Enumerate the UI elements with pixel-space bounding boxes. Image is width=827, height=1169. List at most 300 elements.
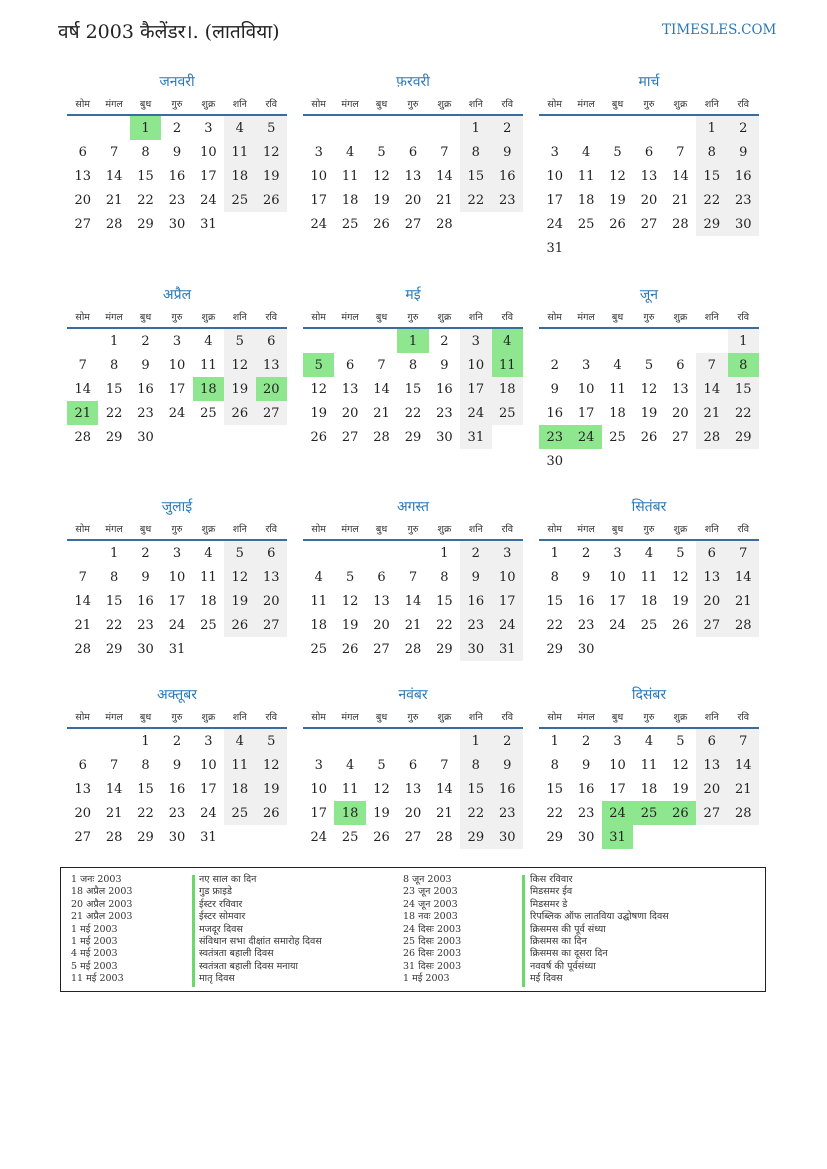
- holiday-name: क्रिसमस का दूसरा दिन: [530, 948, 608, 960]
- day-cell: 16: [460, 589, 491, 613]
- day-cell: 21: [728, 777, 759, 801]
- day-cell: 24: [460, 401, 491, 425]
- weekday-header: बुध: [602, 705, 633, 728]
- holiday-name: किस रविवार: [530, 874, 573, 885]
- weekday-header: सोम: [303, 305, 334, 328]
- day-cell: 17: [609, 781, 626, 797]
- holiday-date: 25 दिसः 2003: [403, 936, 462, 948]
- day-cell: 20: [74, 805, 91, 821]
- weekday-header: सोम: [539, 92, 570, 115]
- day-cell: 25: [310, 641, 327, 657]
- day-cell: 10: [310, 168, 327, 184]
- day-cell: 6: [644, 144, 654, 160]
- holiday-date: 1 जनः 2003: [71, 874, 122, 885]
- day-cell: 8: [696, 140, 727, 164]
- day-cell: 13: [341, 381, 359, 397]
- holiday-date: 1 मई 2003: [403, 973, 450, 985]
- month-table: [539, 92, 759, 260]
- day-cell: 26: [224, 401, 255, 425]
- holiday-name: मई दिवस: [530, 973, 563, 985]
- weekday-header: सोम: [539, 705, 570, 728]
- day-cell: 27: [696, 613, 727, 637]
- weekday-header: शनि: [460, 92, 491, 115]
- day-cell: 11: [492, 353, 523, 377]
- empty-cell: [696, 449, 727, 473]
- weekday-header: गुरु: [633, 705, 664, 728]
- weekday-header: मंगल: [570, 517, 601, 540]
- day-cell: 25: [341, 829, 359, 845]
- day-cell: 14: [74, 381, 91, 397]
- day-cell: 22: [460, 801, 491, 825]
- weekday-header: रवि: [256, 517, 287, 540]
- day-cell: 9: [550, 381, 559, 397]
- holiday-marker-left: [192, 875, 195, 987]
- day-cell: 4: [314, 569, 323, 585]
- day-cell: 1: [141, 733, 150, 749]
- day-cell: 20: [672, 405, 689, 421]
- weekday-header: शुक्र: [429, 705, 460, 728]
- empty-cell: [665, 449, 696, 473]
- empty-cell: [397, 115, 428, 140]
- weekday-header: गुरु: [161, 705, 192, 728]
- day-cell: 19: [224, 377, 255, 401]
- day-cell: 4: [224, 115, 255, 140]
- holiday-name: क्रिसमस का दिन: [530, 936, 587, 948]
- month-name: मार्च: [638, 74, 660, 90]
- weekday-header: रवि: [728, 705, 759, 728]
- weekday-header: सोम: [303, 92, 334, 115]
- holiday-date: 24 दिसः 2003: [403, 923, 462, 935]
- day-cell: 13: [404, 168, 422, 184]
- empty-cell: [366, 728, 397, 753]
- day-cell: 13: [74, 781, 91, 797]
- day-cell: 28: [105, 829, 123, 845]
- day-cell: 17: [546, 192, 563, 208]
- day-cell: 22: [404, 405, 422, 421]
- day-cell: 21: [696, 401, 727, 425]
- day-cell: 22: [105, 617, 123, 633]
- day-cell: 6: [377, 569, 386, 585]
- day-cell: 12: [224, 353, 255, 377]
- day-cell: 26: [609, 216, 626, 232]
- weekday-header: शुक्र: [429, 305, 460, 328]
- day-cell: 2: [440, 333, 449, 349]
- weekday-header: मंगल: [334, 705, 365, 728]
- day-cell: 8: [728, 353, 759, 377]
- day-cell: 18: [640, 593, 658, 609]
- day-cell: 22: [137, 192, 154, 208]
- empty-cell: [224, 637, 255, 661]
- weekday-header: बुध: [130, 92, 161, 115]
- day-cell: 28: [728, 613, 759, 637]
- holiday-name: गुड फ्राइडे: [199, 886, 232, 898]
- empty-cell: [366, 540, 397, 565]
- month-table: [303, 705, 523, 849]
- month-table: [539, 517, 759, 661]
- day-cell: 24: [492, 613, 523, 637]
- day-cell: 22: [436, 617, 453, 633]
- day-cell: 16: [168, 168, 186, 184]
- weekday-header: गुरु: [633, 92, 664, 115]
- weekday-header: सोम: [303, 705, 334, 728]
- day-cell: 9: [581, 757, 591, 773]
- day-cell: 1: [696, 115, 727, 140]
- day-cell: 7: [78, 569, 87, 585]
- day-cell: 26: [373, 829, 390, 845]
- day-cell: 1: [460, 728, 491, 753]
- weekday-header: शनि: [460, 517, 491, 540]
- weekday-header: शनि: [696, 92, 727, 115]
- day-cell: 18: [609, 405, 626, 421]
- holiday-date: 31 दिसः 2003: [403, 960, 462, 972]
- holiday-date: 8 जून 2003: [403, 874, 452, 885]
- day-cell: 22: [546, 805, 563, 821]
- day-cell: 30: [546, 453, 563, 469]
- day-cell: 9: [460, 565, 491, 589]
- day-cell: 17: [609, 593, 626, 609]
- day-cell: 25: [577, 216, 595, 232]
- day-cell: 18: [577, 192, 595, 208]
- month-block: [303, 285, 523, 449]
- day-cell: 6: [256, 540, 287, 565]
- holiday-name: मातृ दिवस: [199, 973, 235, 985]
- day-cell: 15: [137, 168, 154, 184]
- day-cell: 26: [341, 641, 359, 657]
- empty-cell: [633, 328, 664, 353]
- day-cell: 26: [640, 429, 658, 445]
- day-cell: 1: [550, 733, 559, 749]
- day-cell: 3: [492, 540, 523, 565]
- weekday-header: मंगल: [334, 305, 365, 328]
- day-cell: 5: [676, 545, 685, 561]
- day-cell: 24: [546, 216, 563, 232]
- day-cell: 22: [460, 188, 491, 212]
- day-cell: 10: [577, 381, 595, 397]
- day-cell: 30: [577, 641, 595, 657]
- day-cell: 3: [613, 545, 622, 561]
- day-cell: 23: [460, 613, 491, 637]
- day-cell: 23: [168, 805, 186, 821]
- weekday-header: बुध: [366, 517, 397, 540]
- day-cell: 4: [345, 144, 355, 160]
- day-cell: 26: [665, 801, 696, 825]
- day-cell: 30: [492, 825, 523, 849]
- day-cell: 3: [204, 120, 213, 136]
- day-cell: 17: [492, 589, 523, 613]
- day-cell: 8: [141, 144, 150, 160]
- day-cell: 27: [404, 829, 422, 845]
- day-cell: 18: [640, 781, 658, 797]
- empty-cell: [256, 425, 287, 449]
- month-table: [67, 92, 287, 236]
- day-cell: 24: [570, 425, 601, 449]
- month-name: अगस्त: [396, 499, 429, 515]
- day-cell: 19: [310, 405, 327, 421]
- holiday-date: 4 मई 2003: [71, 948, 118, 960]
- day-cell: 5: [224, 540, 255, 565]
- day-cell: 1: [109, 333, 119, 349]
- day-cell: 3: [550, 144, 559, 160]
- day-cell: 27: [696, 801, 727, 825]
- day-cell: 1: [397, 328, 428, 353]
- day-cell: 20: [256, 377, 287, 401]
- weekday-header: शुक्र: [665, 705, 696, 728]
- day-cell: 19: [373, 805, 390, 821]
- day-cell: 20: [404, 192, 422, 208]
- day-cell: 19: [256, 164, 287, 188]
- day-cell: 29: [460, 825, 491, 849]
- day-cell: 31: [546, 240, 563, 256]
- day-cell: 29: [546, 641, 563, 657]
- month-block: [539, 685, 759, 849]
- day-cell: 14: [404, 593, 422, 609]
- day-cell: 28: [74, 429, 91, 445]
- day-cell: 1: [109, 545, 119, 561]
- weekday-header: सोम: [303, 517, 334, 540]
- empty-cell: [334, 728, 365, 753]
- empty-cell: [397, 728, 428, 753]
- empty-cell: [224, 212, 255, 236]
- day-cell: 13: [696, 565, 727, 589]
- day-cell: 9: [141, 569, 150, 585]
- empty-cell: [303, 328, 334, 353]
- day-cell: 25: [492, 401, 523, 425]
- day-cell: 9: [492, 140, 523, 164]
- weekday-header: शनि: [696, 705, 727, 728]
- day-cell: 7: [109, 144, 119, 160]
- empty-cell: [193, 425, 224, 449]
- day-cell: 29: [696, 212, 727, 236]
- weekday-header: रवि: [728, 92, 759, 115]
- day-cell: 19: [256, 777, 287, 801]
- month-block: [539, 497, 759, 661]
- weekday-header: गुरु: [397, 517, 428, 540]
- day-cell: 7: [408, 569, 418, 585]
- day-cell: 10: [200, 144, 217, 160]
- day-cell: 10: [168, 569, 186, 585]
- day-cell: 14: [728, 565, 759, 589]
- day-cell: 10: [310, 781, 327, 797]
- day-cell: 10: [168, 357, 186, 373]
- day-cell: 16: [577, 781, 595, 797]
- empty-cell: [366, 115, 397, 140]
- empty-cell: [728, 637, 759, 661]
- day-cell: 28: [436, 829, 453, 845]
- weekday-header: शनि: [224, 92, 255, 115]
- weekday-header: रवि: [728, 517, 759, 540]
- day-cell: 7: [728, 728, 759, 753]
- day-cell: 26: [224, 613, 255, 637]
- day-cell: 21: [373, 405, 390, 421]
- day-cell: 30: [168, 829, 186, 845]
- month-table: [303, 305, 523, 449]
- empty-cell: [161, 425, 192, 449]
- empty-cell: [665, 825, 696, 849]
- day-cell: 5: [345, 569, 355, 585]
- day-cell: 7: [676, 144, 685, 160]
- month-table: [303, 517, 523, 661]
- day-cell: 2: [141, 333, 150, 349]
- weekday-header: रवि: [256, 92, 287, 115]
- empty-cell: [429, 728, 460, 753]
- day-cell: 11: [609, 381, 626, 397]
- day-cell: 23: [436, 405, 453, 421]
- day-cell: 4: [644, 733, 654, 749]
- day-cell: 12: [640, 381, 658, 397]
- day-cell: 18: [492, 377, 523, 401]
- weekday-header: शनि: [224, 517, 255, 540]
- day-cell: 2: [492, 728, 523, 753]
- day-cell: 16: [492, 164, 523, 188]
- weekday-header: गुरु: [161, 517, 192, 540]
- holiday-date: 1 मई 2003: [71, 936, 118, 948]
- empty-cell: [256, 637, 287, 661]
- day-cell: 21: [74, 617, 91, 633]
- day-cell: 23: [577, 617, 595, 633]
- day-cell: 16: [168, 781, 186, 797]
- day-cell: 15: [546, 781, 563, 797]
- empty-cell: [696, 825, 727, 849]
- day-cell: 6: [256, 328, 287, 353]
- weekday-header: शनि: [696, 305, 727, 328]
- weekday-header: सोम: [67, 705, 98, 728]
- day-cell: 27: [341, 429, 359, 445]
- day-cell: 12: [256, 753, 287, 777]
- month-name: जून: [639, 287, 659, 303]
- day-cell: 11: [341, 168, 359, 184]
- day-cell: 10: [492, 565, 523, 589]
- weekday-header: बुध: [130, 517, 161, 540]
- day-cell: 24: [609, 617, 626, 633]
- day-cell: 30: [137, 641, 154, 657]
- day-cell: 19: [373, 192, 390, 208]
- day-cell: 23: [137, 617, 154, 633]
- holiday-name: रिपब्लिक ऑफ लातविया उद्घोषणा दिवस: [530, 911, 669, 923]
- day-cell: 15: [404, 381, 422, 397]
- holiday-date: 5 मई 2003: [71, 960, 118, 972]
- weekday-header: बुध: [602, 92, 633, 115]
- holiday-name: स्वतंत्रता बहाली दिवस मनाया: [199, 960, 298, 972]
- holiday-date: 20 अप्रैल 2003: [71, 898, 133, 910]
- day-cell: 5: [613, 144, 622, 160]
- day-cell: 30: [168, 216, 186, 232]
- month-block: [303, 685, 523, 849]
- weekday-header: गुरु: [397, 92, 428, 115]
- day-cell: 18: [341, 192, 359, 208]
- weekday-header: शनि: [224, 305, 255, 328]
- day-cell: 31: [168, 641, 186, 657]
- day-cell: 5: [377, 757, 386, 773]
- weekday-header: सोम: [67, 517, 98, 540]
- day-cell: 21: [436, 805, 453, 821]
- holiday-date: 21 अप्रैल 2003: [71, 911, 133, 923]
- weekday-header: मंगल: [570, 705, 601, 728]
- day-cell: 21: [404, 617, 422, 633]
- day-cell: 25: [609, 429, 626, 445]
- weekday-header: मंगल: [98, 92, 129, 115]
- day-cell: 2: [172, 733, 182, 749]
- day-cell: 12: [609, 168, 626, 184]
- day-cell: 16: [546, 405, 563, 421]
- day-cell: 6: [676, 357, 685, 373]
- day-cell: 1: [460, 115, 491, 140]
- day-cell: 12: [373, 781, 390, 797]
- empty-cell: [256, 825, 287, 849]
- day-cell: 14: [728, 753, 759, 777]
- site-link[interactable]: TIMESLES.COM: [662, 22, 777, 38]
- empty-cell: [303, 115, 334, 140]
- empty-cell: [539, 115, 570, 140]
- day-cell: 28: [105, 216, 123, 232]
- day-cell: 28: [74, 641, 91, 657]
- holiday-date: 1 मई 2003: [71, 923, 118, 935]
- weekday-header: मंगल: [98, 517, 129, 540]
- day-cell: 24: [200, 805, 217, 821]
- day-cell: 20: [404, 805, 422, 821]
- day-cell: 28: [672, 216, 689, 232]
- holiday-name: मिडसमर ईव: [530, 886, 573, 898]
- month-table: [303, 92, 523, 236]
- holiday-date: 26 दिसः 2003: [403, 948, 462, 960]
- day-cell: 1: [130, 115, 161, 140]
- day-cell: 18: [224, 164, 255, 188]
- day-cell: 21: [105, 192, 123, 208]
- weekday-header: शुक्र: [429, 92, 460, 115]
- day-cell: 9: [728, 140, 759, 164]
- day-cell: 2: [550, 357, 559, 373]
- day-cell: 20: [341, 405, 359, 421]
- day-cell: 18: [310, 617, 327, 633]
- holiday-name: नए साल का दिन: [199, 874, 257, 885]
- day-cell: 17: [200, 168, 217, 184]
- day-cell: 17: [310, 805, 327, 821]
- day-cell: 18: [224, 777, 255, 801]
- month-table: [67, 517, 287, 661]
- weekday-header: मंगल: [334, 92, 365, 115]
- day-cell: 5: [256, 728, 287, 753]
- day-cell: 8: [109, 569, 119, 585]
- day-cell: 23: [168, 192, 186, 208]
- weekday-header: रवि: [256, 305, 287, 328]
- empty-cell: [303, 540, 334, 565]
- day-cell: 17: [200, 781, 217, 797]
- day-cell: 4: [204, 545, 213, 561]
- empty-cell: [602, 449, 633, 473]
- day-cell: 23: [137, 405, 154, 421]
- weekday-header: गुरु: [397, 705, 428, 728]
- weekday-header: बुध: [130, 305, 161, 328]
- month-block: [67, 497, 287, 661]
- day-cell: 19: [672, 593, 689, 609]
- day-cell: 25: [640, 617, 658, 633]
- day-cell: 7: [78, 357, 87, 373]
- month-block: [303, 72, 523, 236]
- empty-cell: [665, 236, 696, 260]
- holiday-name: क्रिसमस की पूर्व संध्या: [530, 923, 606, 935]
- day-cell: 4: [613, 357, 622, 373]
- day-cell: 9: [141, 357, 150, 373]
- day-cell: 11: [640, 757, 658, 773]
- holiday-date: 24 जून 2003: [403, 898, 458, 910]
- day-cell: 14: [105, 781, 123, 797]
- day-cell: 13: [404, 781, 422, 797]
- day-cell: 19: [341, 617, 359, 633]
- day-cell: 3: [460, 328, 491, 353]
- day-cell: 31: [200, 216, 217, 232]
- day-cell: 27: [672, 429, 689, 445]
- day-cell: 13: [74, 168, 91, 184]
- day-cell: 20: [74, 192, 91, 208]
